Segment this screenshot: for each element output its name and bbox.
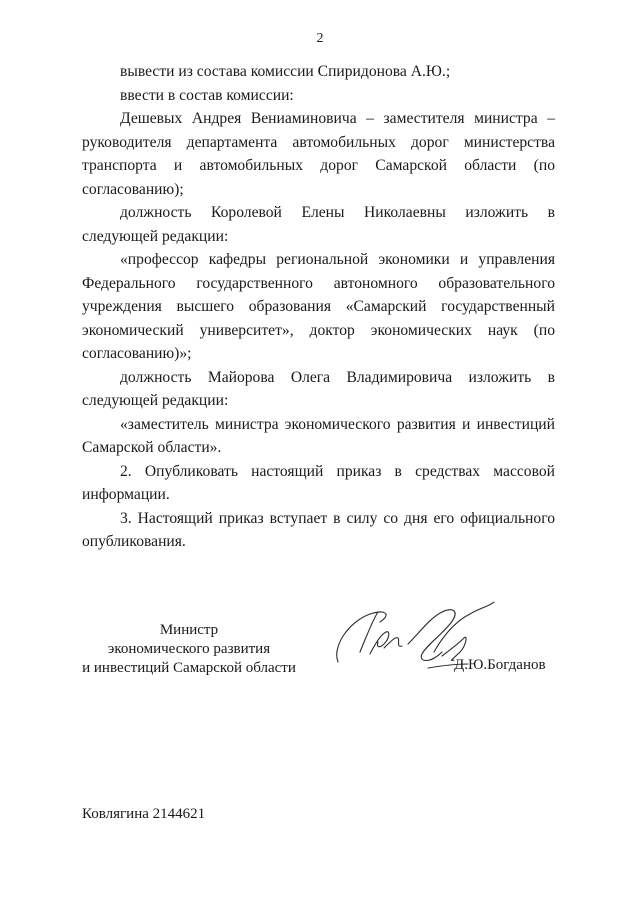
paragraph-position-change-1: должность Королевой Елены Николаевны изложить в следующей редакции: (82, 204, 555, 245)
paragraph-new-position-2: «заместитель министра экономического развития и инвестиций Самарской области». (82, 415, 555, 456)
paragraph-position-change-2: должность Майорова Олега Владимировича изложить в следующей редакции: (82, 368, 555, 409)
signatory-title (82, 621, 296, 678)
page-number: 2 (316, 31, 324, 46)
signatory-title-line: Министр (159, 622, 219, 638)
paragraph-new-member: Дешевых Андрея Вениаминовича – заместителя министра – руководителя департамента автомобильных дорог министерства транспорта и автомобильных дорог Самарской области (по согласованию); (82, 110, 555, 198)
paragraph-item-3: 3. Настоящий приказ вступает в силу со дня его официального опубликования. (82, 509, 555, 550)
document-body (82, 60, 555, 554)
paragraph-new-position-1: «профессор кафедры региональной экономики и управления Федерального государственного автономного образовательного учреждения высшего образования «Самарский государственный экономический университет», доктор экономических наук (по согласованию)»; (82, 251, 555, 362)
paragraph-add-members: ввести в состав комиссии: (120, 86, 294, 104)
signatory-title-line: экономического развития (107, 641, 271, 657)
signatory-name: Д.Ю.Богданов (454, 657, 546, 673)
paragraph-remove-member: вывести из состава комиссии Спиридонова А.Ю.; (120, 63, 451, 80)
paragraph-item-2: 2. Опубликовать настоящий приказ в средствах массовой информации. (82, 462, 555, 503)
signatory-title-line: и инвестиций Самарской области (82, 660, 296, 676)
executor-info: Ковлягина 2144621 (82, 806, 206, 822)
